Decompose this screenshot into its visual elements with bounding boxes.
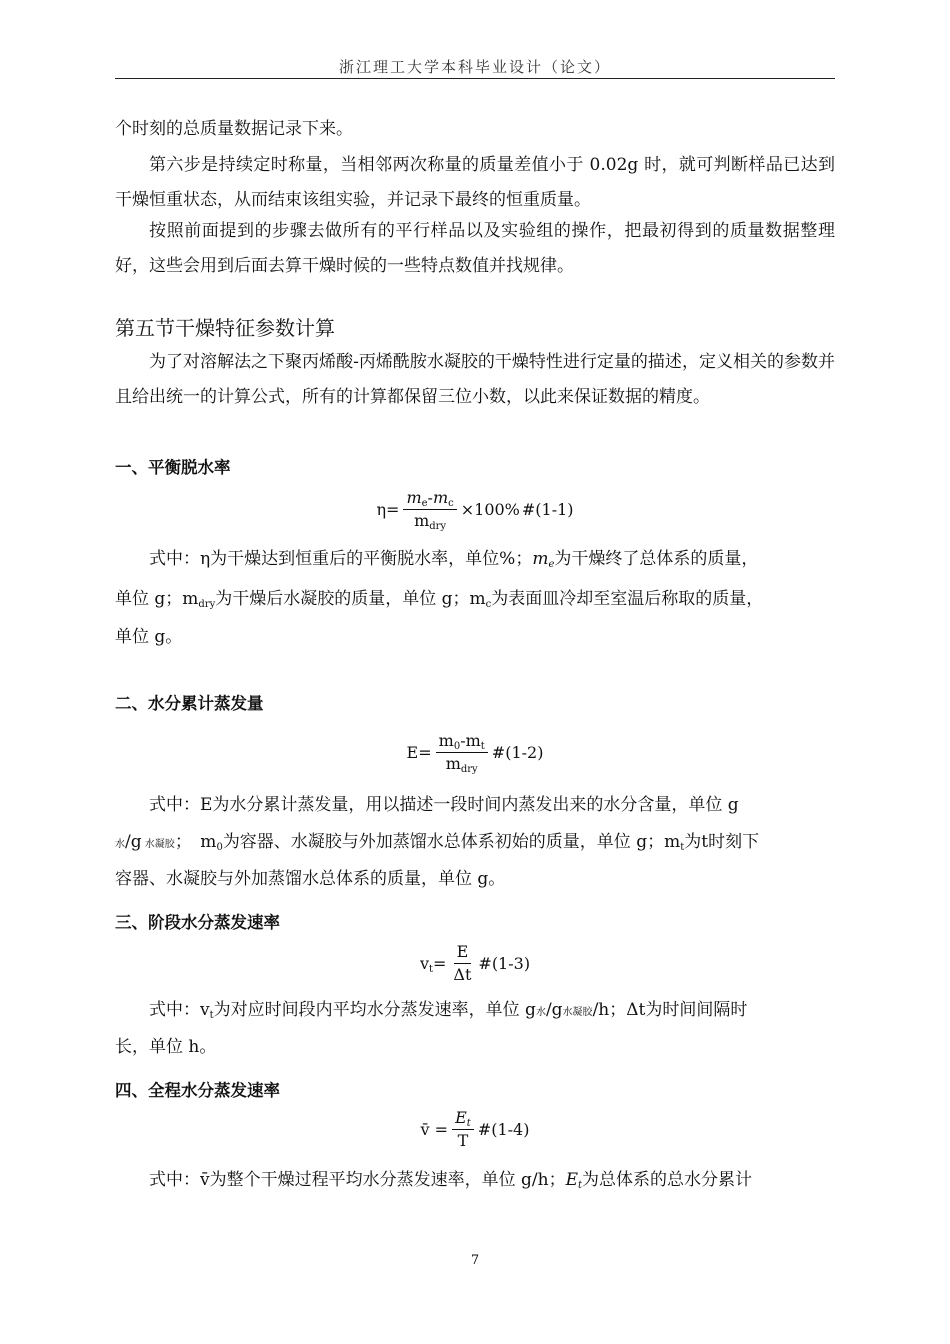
subsection-title-3: 三、阶段水分蒸发速率 bbox=[115, 913, 280, 932]
explanation-2: 式中：E为水分累计蒸发量，用以描述一段时间内蒸发出来的水分含量，单位 g bbox=[149, 795, 739, 815]
header-rule bbox=[115, 78, 835, 79]
subsection-title-4: 四、全程水分蒸发速率 bbox=[115, 1081, 280, 1100]
formula-1-2 bbox=[0, 731, 950, 774]
explanation-2-line-3: 容器、水凝胶与外加蒸馏水总体系的质量，单位 g。 bbox=[115, 869, 506, 889]
page-header: 浙江理工大学本科毕业设计（论文） bbox=[338, 58, 611, 76]
explanation-3: 式中：$v_t$为对应时间段内平均水分蒸发速率，单位 g水/g水凝胶/h；Δt为时间间隔时 bbox=[149, 1000, 748, 1021]
formula-1-3-denominator: Δt bbox=[453, 965, 472, 984]
formula-1-2-fraction bbox=[436, 731, 488, 774]
formula-1-1 bbox=[0, 488, 950, 531]
explanation-1: 式中：η为干燥达到恒重后的平衡脱水率，单位%；$m_e$为干燥终了总体系的质量， bbox=[149, 549, 759, 570]
formula-1-2-tag: #(1-2) bbox=[491, 743, 544, 762]
formula-1-2-lhs: E= bbox=[406, 743, 432, 762]
explanation-4: 式中：v̄为整个干燥过程平均水分蒸发速率，单位 g/h；$E_t$为总体系的总水分累计 bbox=[149, 1170, 753, 1191]
formula-1-3-numerator: E bbox=[454, 942, 472, 964]
page-number: 7 bbox=[470, 1253, 480, 1268]
formula-1-1-tail: ×100% bbox=[460, 500, 520, 519]
formula-1-3-lhs: $v_t=$ bbox=[419, 954, 447, 975]
formula-1-3-fraction bbox=[450, 942, 474, 985]
explanation-1-line-2: 单位 g；$m_{dry}$为干燥后水凝胶的质量，单位 g；$m_c$为表面皿冷却至室温后称取的质量， bbox=[115, 589, 764, 610]
paragraph-4: 为了对溶解法之下聚丙烯酸-丙烯酰胺水凝胶的干燥特性进行定量的描述，定义相关的参数并且给出统一的计算公式，所有的计算都保留三位小数，以此来保证数据的精度。 bbox=[115, 352, 835, 407]
explanation-3-line-2: 长，单位 h。 bbox=[115, 1037, 217, 1057]
subsection-title-1: 一、平衡脱水率 bbox=[115, 458, 231, 477]
formula-1-4-numerator: $E_t$ bbox=[452, 1108, 474, 1130]
formula-1-4-tag: #(1-4) bbox=[477, 1120, 530, 1139]
formula-1-2-denominator: $m_{dry}$ bbox=[445, 754, 478, 775]
explanation-2-line-2: 水/g 水凝胶； $m_0$为容器、水凝胶与外加蒸馏水总体系初始的质量，单位 g；$m_t$为t时刻下 bbox=[115, 832, 760, 853]
formula-1-1-tag: #(1-1) bbox=[521, 500, 574, 519]
formula-1-4-fraction bbox=[452, 1108, 474, 1151]
paragraph-1: 个时刻的总质量数据记录下来。 bbox=[115, 119, 353, 139]
explanation-1-line-3: 单位 g。 bbox=[115, 627, 183, 647]
formula-1-1-numerator: $m_e-m_c$ bbox=[403, 488, 456, 510]
formula-1-1-lhs: η= bbox=[376, 500, 400, 519]
formula-1-3 bbox=[0, 942, 950, 985]
formula-1-1-fraction bbox=[403, 488, 456, 531]
paragraph-2: 第六步是持续定时称量，当相邻两次称量的质量差值小于 0.02g 时，就可判断样品已达到干燥恒重状态，从而结束该组实验，并记录下最终的恒重质量。 bbox=[115, 155, 835, 210]
formula-1-4-denominator: T bbox=[457, 1131, 469, 1150]
formula-1-2-numerator: $m_0-m_t$ bbox=[436, 731, 488, 753]
formula-1-1-denominator: $m_{dry}$ bbox=[414, 511, 447, 532]
subsection-title-2: 二、水分累计蒸发量 bbox=[115, 694, 264, 713]
formula-1-3-tag: #(1-3) bbox=[478, 954, 531, 973]
section-title: 第五节干燥特征参数计算 bbox=[115, 316, 335, 340]
formula-1-4 bbox=[0, 1108, 950, 1151]
formula-1-4-lhs: v̄ = bbox=[420, 1120, 449, 1139]
paragraph-3: 按照前面提到的步骤去做所有的平行样品以及实验组的操作，把最初得到的质量数据整理好，这些会用到后面去算干燥时候的一些特点数值并找规律。 bbox=[115, 221, 835, 276]
